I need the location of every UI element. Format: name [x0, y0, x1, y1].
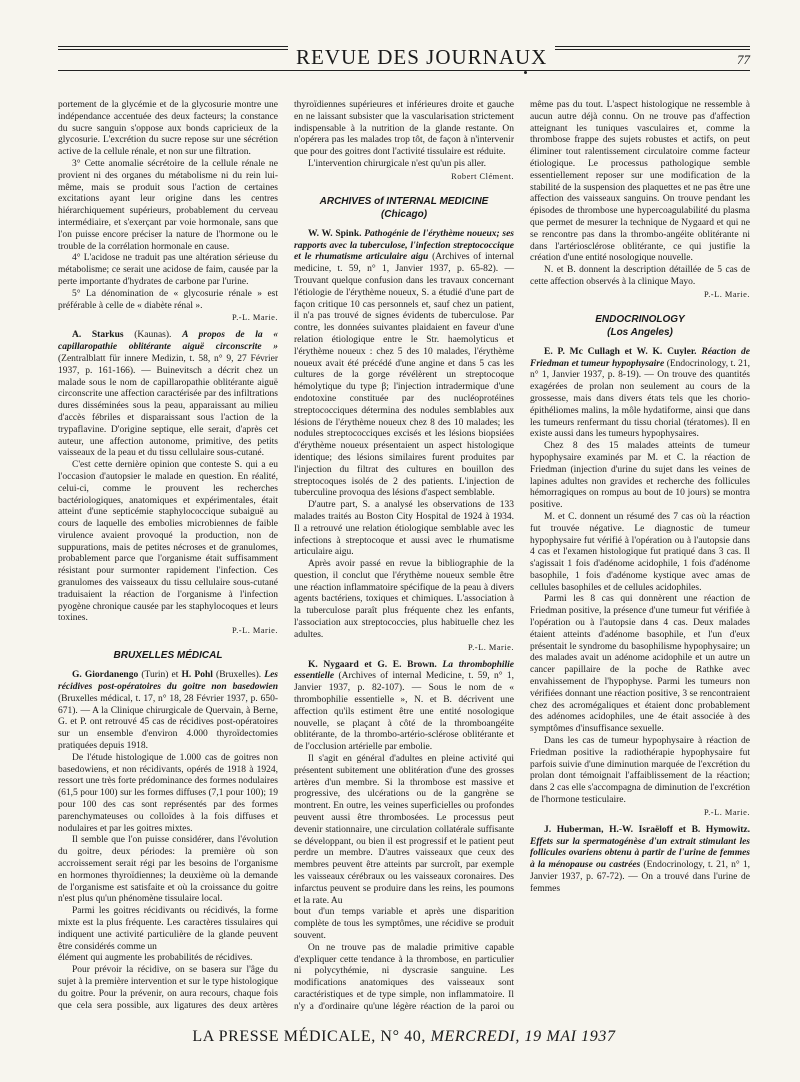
paragraph: D'autre part, S. a analysé les observations de 133 malades traités au Boston City Hospital de 1924 à 1934. Il a retrouvé une relation étiologique semblable avec les infections à streptocoque et aussi avec le rhumatisme articulaire aigu. — [294, 500, 514, 558]
article-author: G. Giordanengo — [72, 670, 139, 681]
section-heading-text: ARCHIVES of INTERNAL MEDICINE — [319, 195, 489, 207]
journal-section-title: REVUE DES JOURNAUX — [288, 45, 555, 70]
author-city: (Kaunas). — [123, 330, 183, 341]
paragraph: M. et C. donnent un résumé des 7 cas où la réaction fut trouvée négative. Le diagnostic de tumeur hypophysaire fut vérifié à l'opération ou à l'autopsie dans 4 cas et l'examen histologique fut pratiqué dans 3 cas. Il s'agissait 1 fois d'adénome acidophile, 1 fois d'adénome basophile, 1 fois d'adénome kystique avec amas de cellules basophiles et de cellules acidophiles. — [530, 511, 750, 593]
paragraph: On ne trouve pas de maladie primitive capable d'expliquer cette tendance à la thrombose, en particulier ni polycythémie, ni dyscrasie sanguine. Les modifications anatomiques des vaisseaux sont caractéristiques et de type simple, non inflammatoire. Il n'y a d'ordinaire qu'une légère réaction de la paroi ou même pas du tout. L'aspect histologique ne ressemble à aucun autre déjà connu. On ne trouve pas d'affection atteignant les tuniques vasculaires et, comme la thrombose frappe des sujets robustes et actifs, on peut éliminer tout ralentissement circulatoire comme facteur étiologique. Le processus pathologique semble essentiellement reposer sur une modification de la stabilité de la suspension des plaquettes et ne pas être une affection des vaisseaux sanguins. On trouve pendant les épisodes de thrombose une hypercoagulabilité du plasma que permet de mesurer la technique de Nygaard et qui ne se rencontre pas dans la thrombo-angéite oblitérante ni dans l'artériosclérose oblitérante, ce qui justifie la création d'une entité nosologique nouvelle. — [294, 100, 750, 1012]
paragraph: 5° La dénomination de « glycosurie rénale » est préférable à celle de « diabète rénal ». — [58, 288, 278, 311]
paragraph: Pour prévoir la récidive, on se basera sur l'âge du sujet à la première intervention et sur le type histologique du goitre. Pour la prévenir, on aura recours, chaque fois que cela sera possible, aux ligatures des deux artères thyroïdiennes supérieures et inférieures droite et gauche en ne laissant subsister que la vascularisation strictement indispensable à la nutrition de la glande restante. On n'opérera pas les malades trop tôt, de façon à n'intervenir que pour des goitres dont l'activité tissulaire est réduite. — [58, 100, 514, 1011]
paragraph: De l'étude histologique de 1.000 cas de goitres non basedowiens, et non récidivants, opérés de 1918 à 1924, ressort une très forte prédominance des formes nodulaires (61,5 pour 100) sur les formes diffuses (7,1 pour 100); 19 pour 100 des cas sont représentés par des formes parenchymateuses ou colloïdes à la fois diffuses et nodulaires et par les goitres mixtes. — [58, 752, 278, 834]
paragraph: C'est cette dernière opinion que conteste S. qui a eu l'occasion d'autopsier le malade en question. En réalité, celui-ci, comme le prouvent les recherches bactériologiques, anatomiques et expérimentales, était atteint d'une septicémie staphylococcique subaiguë au cours de laquelle des embolies microbiennes de faible virulence avaient provoqué la production, non de suppurations, mais de petites nécroses et de granulomes, probablement parce que l'organisme était suffisamment résistant pour surmonter rapidement l'infection. Ces granulomes des vaisseaux du tissu cellulaire sous-cutané traduisaient la réaction de l'organisme à l'infection pyogène chronique causée par les staphylocoques et leurs toxines. — [58, 460, 278, 624]
article-author: A. Starkus — [72, 330, 124, 341]
article-columns — [58, 100, 750, 1015]
paragraph: Il semble que l'on puisse considérer, dans l'évolution du goitre, deux périodes: la première où son accroissement serait régi par les besoins de l'organisme en hormones thyroïdiennes; la deuxième où la demande de l'organisme est satisfaite et où la croissance du goitre n'est plus qu'un phénomène tissulaire local. — [58, 835, 278, 905]
article-starkus — [58, 330, 278, 460]
article-author: W. W. Spink. — [308, 228, 362, 239]
article-author: J. Huberman, H.-W. Israëloff et B. Hymowitz. — [544, 824, 750, 835]
header-rule-bottom — [58, 70, 750, 71]
author-city: (Turin) et — [138, 670, 182, 681]
paragraph: Chez 8 des 15 malades atteints de tumeur hypophysaire examinés par M. et C. la réaction de Friedman (injection d'urine du sujet dans les veines de lapines adultes non gravides et recherche des follicules hémorragiques on rompus au bout de 10 jours) se montra positive. — [530, 441, 750, 511]
article-nygaard — [294, 660, 514, 754]
section-heading-city: (Chicago) — [380, 208, 428, 220]
paragraph: 4° L'acidose ne traduit pas une altération sérieuse du métabolisme; ce serait une acidose de faim, causée par la perte importante d'hydrates de carbone par l'urine. — [58, 253, 278, 287]
article-author: E. P. Mc Cullagh et W. K. Cuyler. — [544, 346, 697, 357]
paragraph: Après avoir passé en revue la bibliographie de la question, il conclut que l'érythème noueux semble être une réaction inflammatoire spécifique de la peau à divers agents bactériens, toxiques et chimiques. L'association à la tuberculose paraît plus fréquente chez les enfants, l'association aux streptococcies, plus habituelle chez les adultes. — [294, 559, 514, 640]
section-heading-city: (Los Angeles) — [607, 326, 673, 338]
section-heading-archives — [294, 195, 514, 221]
article-title: Les récidives post-opératoires du goitre non basedowien — [58, 670, 278, 693]
page-number: 77 — [737, 52, 750, 67]
article-title: Réaction de Friedman et tumeur hypophysaire — [530, 346, 750, 369]
article-author: K. Nygaard et G. E. Brown. — [308, 659, 437, 670]
article-body: (Archives of internal Medicine, t. 59, n° 1, Janvier 1937, p. 82-107). — Sous le nom de « thrombophilie essentielle », N. et B. décrivent une affection qu'ils estiment être une entité nosologique nouvelle, se plaçant à côté de la thromboangéite oblitérante, de la thrombo-artério-sclérose oblitérante et de l'occlusion artérielle par embolie. — [294, 671, 514, 753]
section-heading-endocrinology — [530, 313, 750, 339]
article-title: Effets sur la spermatogénèse d'un extrait stimulant les follicules ovariens obtenu à partir de l'urine de femmes à la ménopause ou castrées — [530, 836, 750, 871]
footer-date: MERCREDI, 19 MAI 1937 — [430, 1028, 616, 1045]
article-title: La thrombophilie essentielle — [294, 659, 514, 682]
signature: P.-L. Marie. — [231, 626, 278, 636]
section-heading-bruxelles: BRUXELLES MÉDICAL — [113, 650, 223, 662]
author-city: (Bruxelles). — [212, 670, 265, 681]
article-giordanengo — [58, 670, 278, 753]
paragraph: Il s'agit en général d'adultes en pleine activité qui présentent subitement une oblitération d'une des grosses artères d'un membre. Si la thrombose est massive et progressive, des ulcérations ou de la gangrène se montrent. En outre, les veines superficielles ou profondes peuvent aussi être thrombosées. Le processus peut devenir stationnaire, une circulation collatérale suffisante se développant, ou bien il est progressif et le patient peut perdre un membre. D'autres vaisseaux que ceux des membres peuvent être atteints par surcroît, par exemple les vaisseaux cérébraux ou les vaisseaux coronaires. Des infarctus peuvent se produire dans les reins, les poumons et la rate. Au — [294, 754, 514, 906]
article-author: H. Pohl — [181, 670, 213, 681]
article-huberman — [530, 825, 750, 896]
article-title: Pathogénie de l'érythème noueux; ses rapports avec la tuberculose, l'infection streptococcique et le rhumatisme articulaire aigu — [294, 228, 515, 263]
paragraph: 3° Cette anomalie sécrétoire de la cellule rénale ne provient ni des organes du métabolisme ni du rein lui-même, mais se produit sous l'action de certaines excitations ayant leur origine dans les centres hiérarchiquement supérieurs, probablement du cerveau intermédiaire, et s'exerçant par voie hormonale, sans que l'on puisse encore préciser la nature de l'hormone ou le trouble de la corrélation hormonale en cause. — [58, 158, 278, 252]
article-spink — [294, 229, 514, 500]
article-body: (Bruxelles médical, t. 17, n° 18, 28 Février 1937, p. 650-671). — A la Clinique chirurgicale de Quervain, à Berne, G. et P. ont retrouvé 45 cas de récidives post-opératoires sur un ensemble d'environ 4.000 thyroïdectomies pratiquées depuis 1918. — [58, 693, 278, 752]
header-dot — [524, 71, 527, 74]
paragraph: Dans les cas de tumeur hypophysaire à réaction de Friedman positive la radiothérapie hypophysaire fut parfois suivie d'une diminution marquée de l'excrétion du prolan dont témoignait l'affaiblissement de la réaction; dans 2 cas elle s'accompagna de diminution de l'excrétion de l'hormone testiculaire. — [530, 736, 750, 806]
article-body: (Zentralblatt für innere Medizin, t. 58, n° 9, 27 Février 1937, p. 161-166). — Buinevitsch a décrit chez un malade sous le nom de capillaropathie oblitérante aiguë circonscrite une affection caractérisée par des infiltrations dures disséminées sous la peau, apparaissant au milieu d'accès fébriles et disparaissant sous l'action de la trypaflavine. D'origine septique, elle serait, d'après cet auteur, une affection autonome, primitive, des petits vaisseaux de la peau et du tissu cellulaire sous-cutané. — [58, 353, 278, 459]
article-mccullagh — [530, 347, 750, 441]
signature: P.-L. Marie. — [703, 289, 750, 299]
section-heading-text: ENDOCRINOLOGY — [595, 313, 685, 325]
paragraph: Parmi les 8 cas qui donnèrent une réaction de Friedman positive, la présence d'une tumeur fut vérifiée à l'opération ou à l'autopsie dans 4 cas. Deux malades étaient atteints d'adénome basophile, et l'un d'eux présentait le syndrome du basophilisme hypophysaire; un des malades avait un adénome acidophile et un autre un cancer papillaire de la poche de Rathke avec envahissement de l'hypophyse. Parmi les tumeurs non vérifiées donnant une réaction positive, 3 se rencontraient chez des acromégaliques et étaient donc probablement des adénomes acidophiles, une 4e était associée à des symptômes d'insuffisance sexuelle. — [530, 594, 750, 735]
paragraph: portement de la glycémie et de la glycosurie montre une indépendance accentuée des deux facteurs; la constance du sucre sanguin s'oppose aux bonds capricieux de la glycosurie. L'excrétion du sucre repose sur une sécrétion active de la cellule rénale, et non sur une filtration. — [58, 100, 278, 158]
paragraph: L'intervention chirurgicale n'est qu'un pis aller. — [308, 158, 487, 169]
page-footer — [58, 1028, 750, 1046]
signature: P.-L. Marie. — [703, 807, 750, 817]
article-body: (Endocrinology, t. 21, n° 1, Janvier 1937, p. 67-72). — On a trouvé dans l'urine de femmes — [530, 860, 750, 894]
footer-journal: LA PRESSE MÉDICALE, N° 40, — [192, 1028, 431, 1045]
paragraph: N. et B. donnent la description détaillée de 5 cas de cette affection observés à la clinique Mayo. — [530, 265, 750, 287]
article-body: (Endocrinology, t. 21, n° 1, Janvier 1937, p. 8-19). — On trouve des quantités exagérées de prolan non seulement au cours de la grossesse, mais dans divers états tels que les chorio-épithéliomes malins, la môle hydatiforme, ainsi que dans les tumeurs renfermant du tissu chorial (tératomes). Il en existe aussi dans les tumeurs hypophysaires. — [530, 358, 750, 440]
paragraph: élément qui augmente les probabilités de récidives. — [58, 953, 253, 964]
paragraph: Parmi les goitres récidivants ou récidivés, la forme mixte est la plus fréquente. Les caractères tissulaires qui indiquent une activité particulière de la glande peuvent être considérés comme un — [58, 906, 278, 952]
article-title: A propos de la « capillaropathie oblitérante aiguë circonscrite » — [58, 330, 278, 353]
signature: P.-L. Marie. — [467, 642, 514, 652]
signature: P.-L. Marie. — [231, 313, 278, 323]
signature: Robert Clément. — [451, 171, 514, 181]
page-header — [58, 42, 750, 82]
paragraph: bout d'un temps variable et après une disparition complète de tous les symptômes, une récidive se produit souvent. — [294, 907, 514, 941]
article-body: (Archives of internal medicine, t. 59, n° 1, Janvier 1937, p. 65-82). — Trouvant quelque confusion dans les travaux concernant l'étiologie de l'érythème noueux, S. a étudié d'une part de façon critique 10 cas personnels et, sauf chez un patient, il n'a pas trouvé de signes évidents de tuberculose. Par contre, les données suivantes plaidaient en faveur d'une relation étiologique entre le Str. haemolyticus et l'érythème noueux : chez 5 des 10 malades, l'érythème noueux avait été précédé d'une angine et dans 5 cas les cultures de la gorge révélèrent un streptocoque hémolytique du type β; l'injection intradermique d'une endotoxine constituée par des nucléoprotéines streptococciques détermina des nodules semblables aux lésions de l'érythème noueux chez 8 des 10 malades; les nodules streptococciques excisés et les lésions biopsiées d'érythème noueux présentaient un aspect histologique identique; des lésions similaires furent produites par l'injection du filtrat des cultures en bouillon des streptocoques isolés de 2 des patients. L'injection de tuberculine provoqua des lésions d'aspect semblable. — [294, 252, 514, 499]
